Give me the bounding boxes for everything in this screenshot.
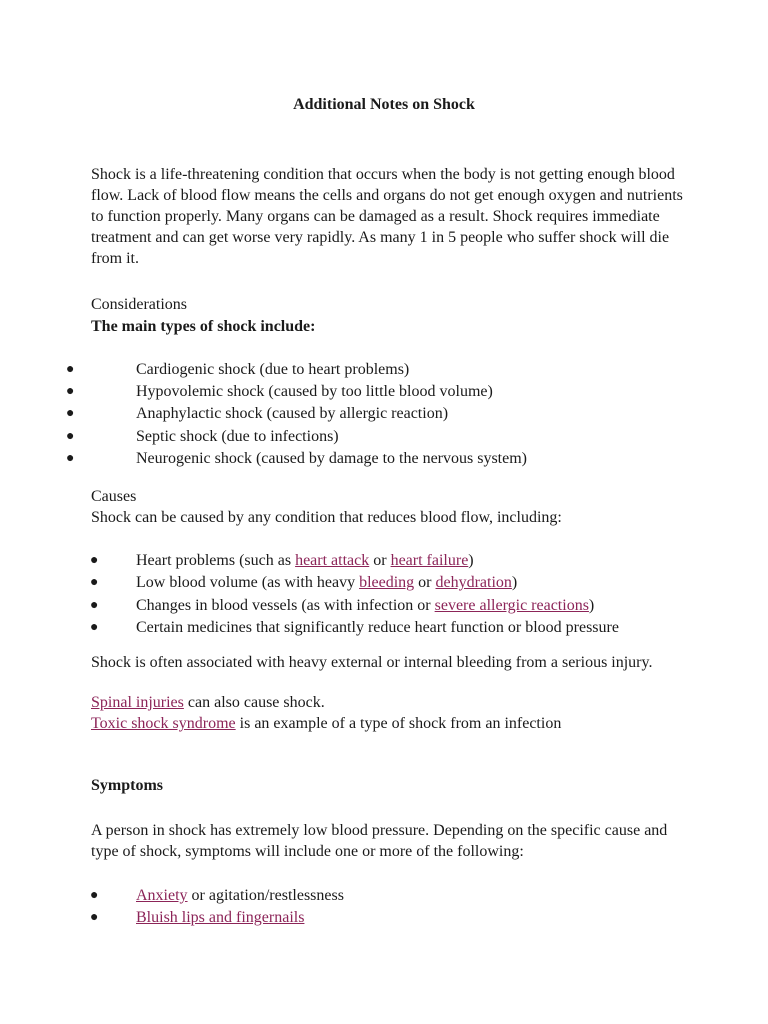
heart-attack-link[interactable]: heart attack — [295, 552, 370, 569]
causes-intro: Shock can be caused by any condition that reduces blood flow, including: — [91, 509, 562, 526]
intro-paragraph: Shock is a life-threatening condition that occurs when the body is not getting enough blood flow. Lack of blood flow means the cells and organs do not get enough oxygen and nutrients to function properly. Many organs can be damaged as a result. Shock requires immediate treatment and can get worse very rapidly. As many 1 in 5 people who suffer shock will die from it. — [91, 166, 683, 267]
bullet-icon: ● — [90, 888, 99, 903]
symptoms-heading: Symptoms — [91, 777, 164, 794]
document-page: Additional Notes on Shock Shock is a life-threatening condition that occurs when the body is not getting enough blood flow. Lack of blood flow means the cells and organs do not get enough oxygen and nutrients to function properly. Many organs can be damaged as a result. Shock requires immediate treatment and can get worse very rapidly. As many 1 in 5 people who suffer shock will die from it. Considerations The main types of shock include: ● Cardiogenic shock (due to heart problems) ● Hypovolemic shock (caused by too little blood volume) ● Anaphylactic shock (caused by allergic reaction) ● Septic shock (due to infections) ● Neurogenic shock (caused by damage to the nervous system) Causes Shock can be caused by any condition that reduces blood flow, including: ● Heart problems (such as heart attack or heart failure) ● Low blood volume (as with heavy bleeding or dehydration) ● Changes in blood vessels (as with infection or severe allergic reactions) ● Certain medicines that significantly reduce heart function or blood pressure Shock is often associated with heavy external or internal bleeding from a serious injury. Spinal injuries can also cause shock. Toxic shock syndrome is an example of a type of shock from an infection Symptoms A person in shock has extremely low blood pressure. Depending on the specific cause and type of shock, symptoms will include one or more of the following: ● Anxiety or agitation/restlessness ● Bluish lips and fingernails — [0, 0, 768, 1024]
toxic-shock-syndrome-link[interactable]: Toxic shock syndrome — [91, 715, 236, 732]
spinal-line: Spinal injuries can also cause shock. — [91, 694, 325, 711]
bullet-icon: ● — [66, 362, 75, 377]
types-subheading: The main types of shock include: — [91, 318, 316, 335]
bullet-icon: ● — [90, 910, 99, 925]
bullet-icon: ● — [90, 620, 99, 635]
severe-allergic-reactions-link[interactable]: severe allergic reactions — [434, 597, 589, 614]
toxic-line: Toxic shock syndrome is an example of a type of shock from an infection — [91, 715, 562, 732]
bullet-icon: ● — [90, 575, 99, 590]
bullet-icon: ● — [90, 553, 99, 568]
heart-failure-link[interactable]: heart failure — [390, 552, 469, 569]
bullet-icon: ● — [90, 598, 99, 613]
bleeding-note: Shock is often associated with heavy external or internal bleeding from a serious injury. — [91, 654, 653, 671]
bleeding-link[interactable]: bleeding — [359, 574, 415, 591]
page-title: Additional Notes on Shock — [293, 96, 475, 113]
causes-heading: Causes — [91, 488, 137, 505]
bullet-icon: ● — [66, 384, 75, 399]
anxiety-link[interactable]: Anxiety — [136, 887, 188, 904]
bullet-icon: ● — [66, 451, 75, 466]
bullet-icon: ● — [66, 429, 75, 444]
symptoms-intro: A person in shock has extremely low blood pressure. Depending on the specific cause and type of shock, symptoms will include one or more of the following: — [91, 822, 668, 860]
spinal-injuries-link[interactable]: Spinal injuries — [91, 694, 184, 711]
bluish-lips-link[interactable]: Bluish lips and fingernails — [136, 909, 305, 926]
bullet-icon: ● — [66, 406, 75, 421]
dehydration-link[interactable]: dehydration — [435, 574, 512, 591]
considerations-heading: Considerations — [91, 296, 187, 313]
